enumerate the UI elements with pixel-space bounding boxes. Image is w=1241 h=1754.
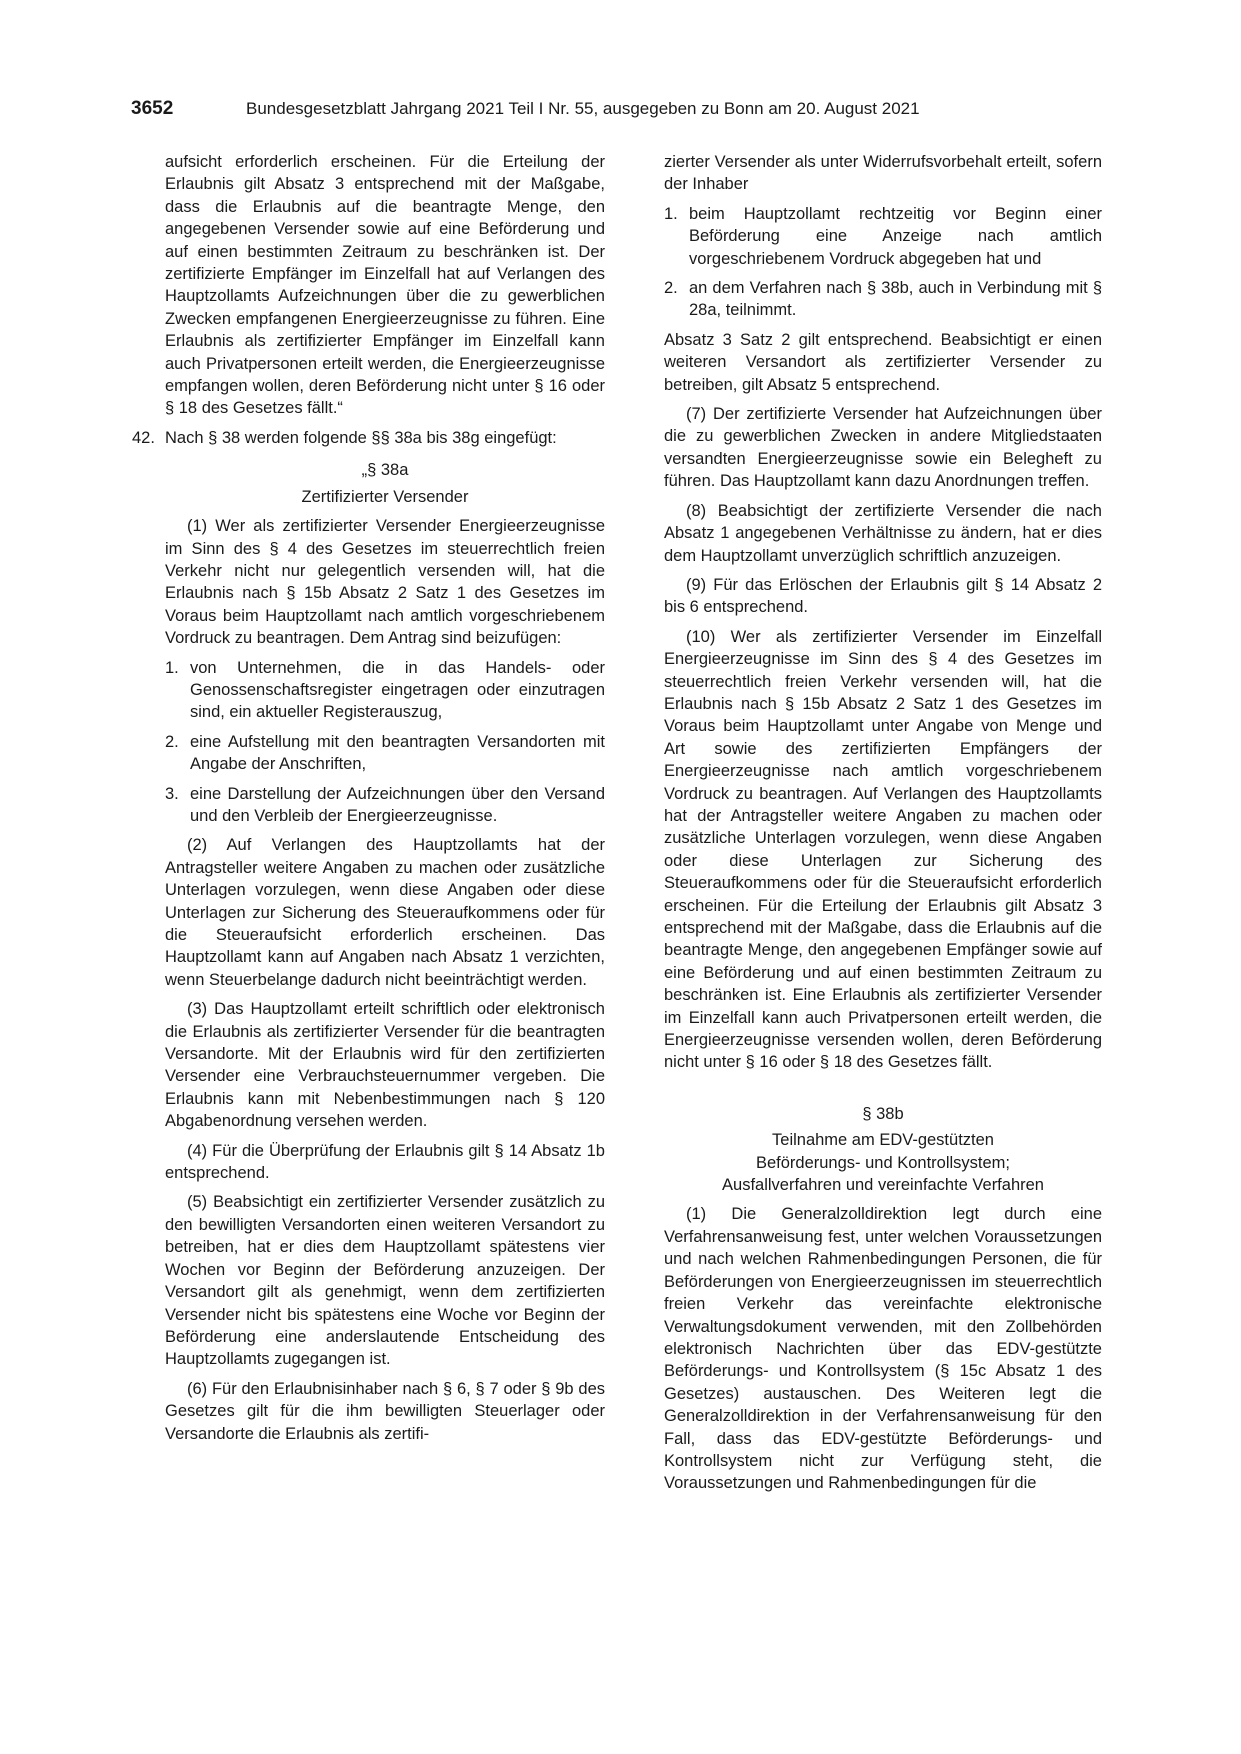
list-item [165, 657, 605, 724]
paragraph-5: (5) Beabsichtigt ein zertifizierter Versender zusätzlich zu den bewilligten Versandorten einen weiteren Versandort zu betreiben, hat er dies dem Hauptzollamt spätestens vier Wochen vor Beginn der Beförderung anzuzeigen. Der Versandort gilt als genehmigt, wenn dem zertifizierten Versender nicht bis spätestens eine Woche vor Beginn der Beförderung eine anderslautende Entscheidung des Hauptzollamts zugegangen ist. [165, 1193, 605, 1369]
paragraph-8: (8) Beabsichtigt der zertifizierte Versender die nach Absatz 1 angegebenen Verhältnisse zu ändern, hat er dies dem Hauptzollamt unverzüglich schriftlich anzuzeigen. [664, 501, 1102, 565]
item-text: beim Hauptzollamt rechtzeitig vor Beginn einer Beförderung eine Anzeige nach amtlich vorgeschriebenem Vordruck abgegeben hat und [689, 204, 1102, 268]
list-item [664, 277, 1102, 322]
page-header [131, 98, 1091, 124]
paragraph-7: (7) Der zertifizierte Versender hat Aufzeichnungen über die zu gewerblichen Zwecken in andere Mitgliedstaaten versandten Energieerzeugnisse sowie ein Belegheft zu führen. Das Hauptzollamt kann dazu Anordnungen treffen. [664, 405, 1102, 491]
list-item [165, 783, 605, 828]
paragraph-9: (9) Für das Erlöschen der Erlaubnis gilt § 14 Absatz 2 bis 6 entsprechend. [664, 575, 1102, 617]
section-38a-heading: Zertifizierter Versender [301, 487, 469, 506]
item-number: 1. [664, 204, 678, 223]
heading-line: Beförderungs- und Kontrollsystem; [755, 1153, 1011, 1172]
running-title: Bundesgesetzblatt Jahrgang 2021 Teil I Nr. 55, ausgegeben zu Bonn am 20. August 2021 [246, 99, 920, 118]
left-column [132, 151, 605, 1452]
right-column [664, 151, 1102, 1502]
section-gap [664, 1081, 1102, 1093]
paragraph-10: (10) Wer als zertifizierter Versender im Einzelfall Energieerzeugnisse im Sinn des § 4 des Gesetzes im steuerrechtlich freien Verkehr versenden will, hat die Erlaubnis nach § 15b Absatz 2 Satz 1 des Gesetzes im Voraus beim Hauptzollamt unter Angabe von Menge und Art sowie des zertifizierten Empfängers der Energieerzeugnisse nach amtlich vorgeschriebenem Vordruck zu beantragen. Auf Verlangen des Hauptzollamts hat der Antragsteller weitere Angaben zu machen oder zusätzliche Unterlagen vorzulegen, wenn diese Angaben oder diese Unterlagen zur Sicherung des Steueraufkommens oder für die Steueraufsicht erforderlich erscheinen. Für die Erteilung der Erlaubnis gilt Absatz 3 entsprechend mit der Maßgabe, dass die Erlaubnis auf die beantragte Menge, den angegebenen Empfänger sowie auf eine Beförderung und auf einen bestimmten Zeitraum zu beschränken ist. Eine Erlaubnis als zertifizierter Versender im Einzelfall kann auch Privatpersonen erteilt werden, die Energieerzeugnisse versenden wollen, deren Beförderung nicht unter § 16 oder § 18 des Gesetzes fällt. [664, 627, 1102, 1072]
paragraph-6-continued: Absatz 3 Satz 2 gilt entsprechend. Beabsichtigt er einen weiteren Versandort als zertifizierter Versender zu betreiben, gilt Absatz 5 entsprechend. [664, 330, 1102, 394]
item-text: eine Aufstellung mit den beantragten Versandorten mit Angabe der Anschriften, [190, 732, 605, 774]
continuation-paragraph: aufsicht erforderlich erscheinen. Für die Erteilung der Erlaubnis gilt Absatz 3 entsprechend mit der Maßgabe, dass die Erlaubnis auf die beantragte Menge, den angegebenen Versender sowie auf eine Beförderung und auf einen bestimmten Zeitraum zu beschränken ist. Der zertifizierte Empfänger im Einzelfall hat auf Verlangen des Hauptzollamts Aufzeichnungen über die zu gewerblichen Zwecken empfangenen Energieerzeugnisse zu führen. Eine Erlaubnis als zertifizierter Empfänger im Einzelfall kann auch Privatpersonen erteilt werden, die Energieerzeugnisse empfangen wollen, deren Beförderung nicht unter § 16 oder § 18 des Gesetzes fällt.“ [165, 153, 605, 418]
paragraph-4: (4) Für die Überprüfung der Erlaubnis gilt § 14 Absatz 1b entsprechend. [165, 1141, 605, 1183]
item-number: 3. [165, 784, 179, 803]
list-item [165, 731, 605, 776]
item-text: Nach § 38 werden folgende §§ 38a bis 38g eingefügt: [165, 428, 557, 447]
heading-line: Ausfallverfahren und vereinfachte Verfahren [722, 1176, 1044, 1195]
paragraph-6: (6) Für den Erlaubnisinhaber nach § 6, § 7 oder § 9b des Gesetzes gilt für die ihm bewilligten Steuerlager oder Versandorte die Erlaubnis als zertifi- [165, 1379, 605, 1443]
section-38a-number: „§ 38a [361, 461, 409, 480]
continuation-paragraph: zierter Versender als unter Widerrufsvorbehalt erteilt, sofern der Inhaber [664, 153, 1102, 194]
paragraph-2: (2) Auf Verlangen des Hauptzollamts hat der Antragsteller weitere Angaben zu machen oder zusätzliche Unterlagen vorzulegen, wenn diese Angaben oder diese Unterlagen zur Sicherung des Steueraufkommens oder für die Steueraufsicht erforderlich erscheinen. Das Hauptzollamt kann auf Angaben nach Absatz 1 verzichten, wenn Steuerbelange dadurch nicht beeinträchtigt werden. [165, 836, 605, 989]
item-text: an dem Verfahren nach § 38b, auch in Verbindung mit § 28a, teilnimmt. [689, 279, 1102, 320]
item-text: von Unternehmen, die in das Handels- oder Genossenschaftsregister eingetragen oder einzutragen sind, ein aktueller Registerauszug, [190, 658, 605, 722]
item-text: eine Darstellung der Aufzeichnungen über den Versand und den Verbleib der Energieerzeugnisse. [190, 784, 605, 825]
section-38b-number: § 38b [862, 1104, 904, 1123]
paragraph-3: (3) Das Hauptzollamt erteilt schriftlich oder elektronisch die Erlaubnis als zertifizierter Versender für die beantragten Versandorte. Mit der Erlaubnis wird für den zertifizierten Versender eine Verbrauchsteuernummer vergeben. Die Erlaubnis kann mit Nebenbestimmungen nach § 120 Abgabenordnung versehen werden. [165, 1000, 605, 1131]
page-number: 3652 [131, 98, 174, 119]
list-item [664, 203, 1102, 270]
paragraph-1: (1) Wer als zertifizierter Versender Energieerzeugnisse im Sinn des § 4 des Gesetzes im steuerrechtlich freien Verkehr nicht nur gelegentlich versenden will, hat die Erlaubnis nach § 15b Absatz 2 Satz 1 des Gesetzes im Voraus beim Hauptzollamt nach amtlich vorgeschriebenem Vordruck zu beantragen. Dem Antrag sind beizufügen: [165, 517, 605, 648]
list-item-42 [132, 427, 605, 449]
heading-line: Teilnahme am EDV-gestützten [772, 1131, 994, 1150]
item-number: 2. [664, 279, 678, 298]
item-number: 42. [132, 428, 155, 447]
section-38b-heading [664, 1129, 1102, 1196]
item-number: 1. [165, 658, 179, 677]
paragraph-38b-1: (1) Die Generalzolldirektion legt durch eine Verfahrensanweisung fest, unter welchen Voraussetzungen und nach welchen Rahmenbedingungen Personen, die für Beförderungen von Energieerzeugnissen im steuerrechtlich freien Verkehr das vereinfachte elektronische Verwaltungsdokument verwenden, mit den Zollbehörden elektronisch Nachrichten über das EDV-gestützte Beförderungs- und Kontrollsystem (§ 15c Absatz 1 des Gesetzes) austauschen. Des Weiteren legt die Generalzolldirektion in der Verfahrensanweisung für den Fall, dass das EDV-gestützte Beförderungs- und Kontrollsystem nicht zur Verfügung steht, die Voraussetzungen und Rahmenbedingungen für die [664, 1205, 1102, 1493]
item-number: 2. [165, 732, 179, 751]
